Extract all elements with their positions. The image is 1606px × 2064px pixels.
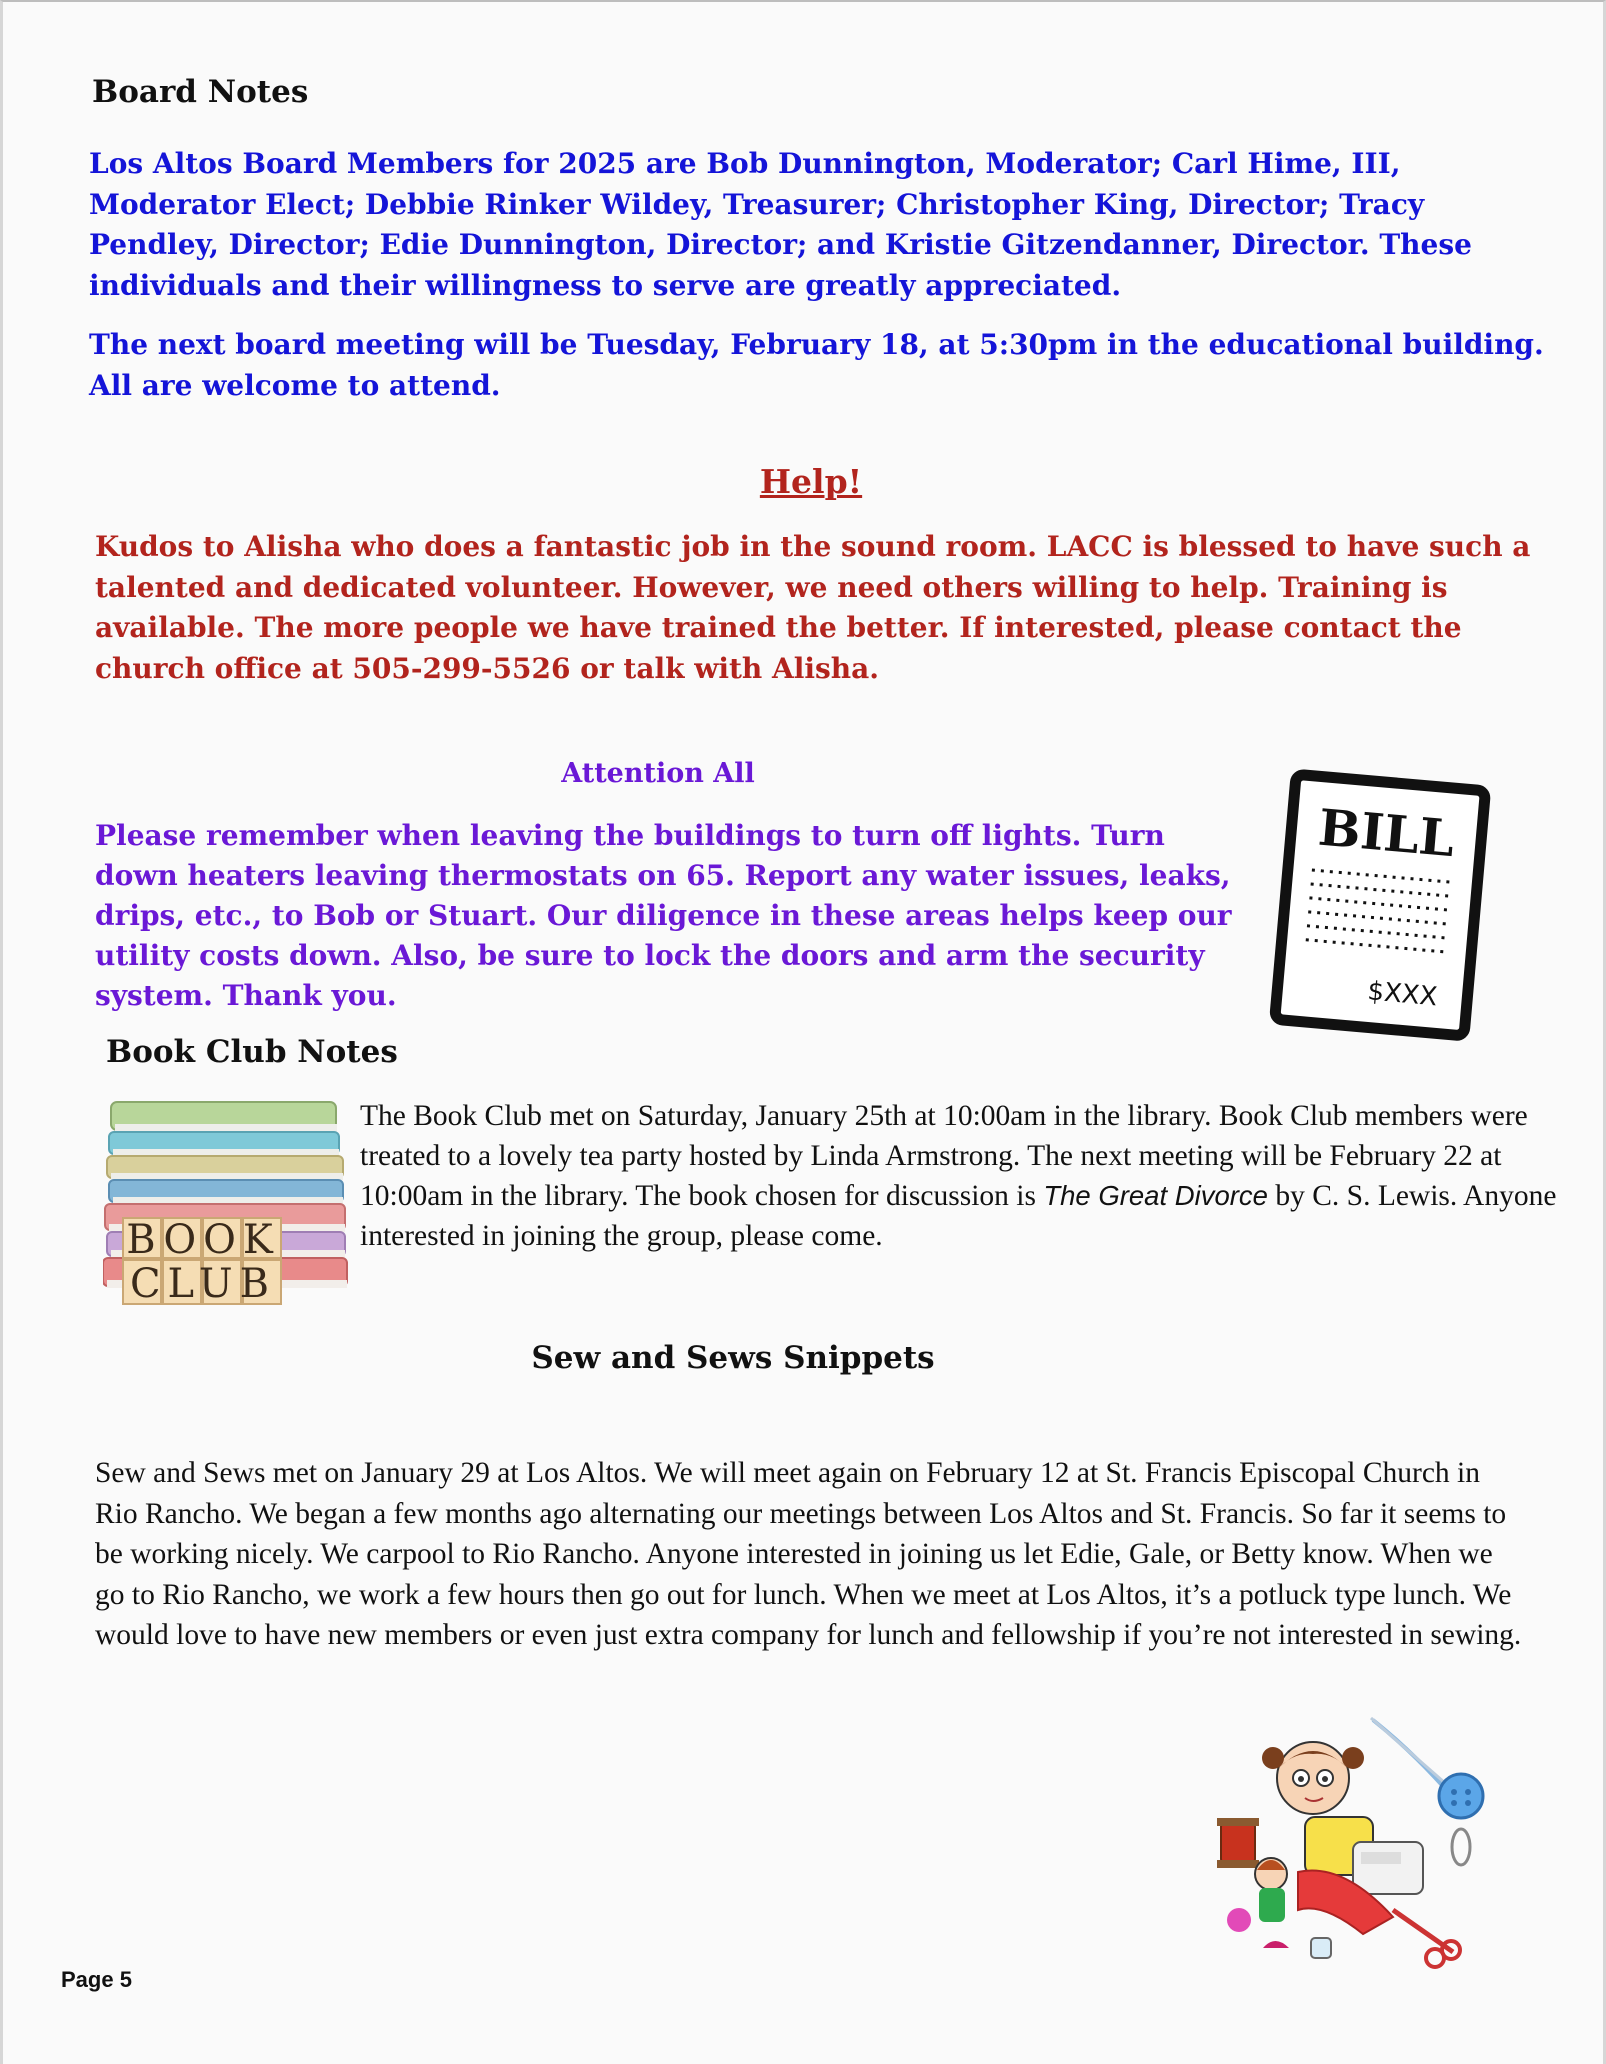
- sew-paragraph: Sew and Sews met on January 29 at Los Altos. We will meet again on February 12 at St. Francis Episcopal Church in Rio Rancho. We began a few months ago alternating our meetings between Los Altos and St. Francis. So far it seems to be working nicely. We carpool to Rio Rancho. Anyone interested in joining us let Edie, Gale, or Betty know. When we go to Rio Rancho, we work a few hours then go out for lunch. When we meet at Los Altos, it’s a potluck type lunch. We would love to have new members or even just extra company for lunch and fellowship if you’re not interested in sewing.: [95, 1457, 1522, 1651]
- book-title: The Great Divorce: [1043, 1180, 1268, 1211]
- book-club-text-before: The Book Club met on Saturday, January 25th at 10:00am in the library. Book Club members were treated to a lovely tea party hosted by Linda Armstrong. The next meeting will be February 22 at 10:00am in the library. The book chosen for discussion is: [360, 1100, 1528, 1212]
- sewing-girl-icon: [1203, 1712, 1503, 1972]
- book-word: BOOK: [126, 1217, 280, 1263]
- book-stack-icon: [103, 1094, 353, 1310]
- page-number: Page 5: [61, 1967, 132, 1992]
- attention-paragraph: Please remember when leaving the buildings to turn off lights. Turn down heaters leaving thermostats on 65. Report any water issues, leaks, drips, etc., to Bob or Stuart. Our diligence in these areas helps keep our utility costs down. Also, be sure to lock the doors and arm the security system. Thank you.: [95, 819, 1232, 1012]
- club-word: CLUB: [129, 1261, 277, 1307]
- board-notes-paragraph-2: The next board meeting will be Tuesday, February 18, at 5:30pm in the educational building. All are welcome to attend.: [89, 328, 1544, 402]
- bill-amount: $XXX: [1366, 976, 1439, 1013]
- help-paragraph: Kudos to Alisha who does a fantastic job in the sound room. LACC is blessed to have such a talented and dedicated volunteer. However, we need others willing to help. Training is available. The more people we have trained the better. If interested, please contact the church office at 505-299-5526 or talk with Alisha.: [95, 530, 1531, 685]
- book-club-paragraph: [360, 1097, 1560, 1256]
- board-notes-paragraph-1: Los Altos Board Members for 2025 are Bob Dunnington, Moderator; Carl Hime, III, Moderator Elect; Debbie Rinker Wildey, Treasurer; Christopher King, Director; Tracy Pendley, Director; Edie Dunnington, Director; and Kristie Gitzendanner, Director. These individuals and their willingness to serve are greatly appreciated.: [89, 147, 1472, 302]
- help-title: Help!: [759, 462, 863, 501]
- bill-icon: [1261, 768, 1497, 1044]
- book-club-text-after: by C. S. Lewis. Anyone interested in joining the group, please come.: [360, 1180, 1557, 1252]
- sew-title: Sew and Sews Snippets: [531, 1340, 935, 1376]
- bill-label: BILL: [1316, 797, 1457, 869]
- book-club-title: Book Club Notes: [106, 1034, 398, 1070]
- attention-title: Attention All: [561, 758, 755, 789]
- board-notes-title: Board Notes: [92, 74, 309, 110]
